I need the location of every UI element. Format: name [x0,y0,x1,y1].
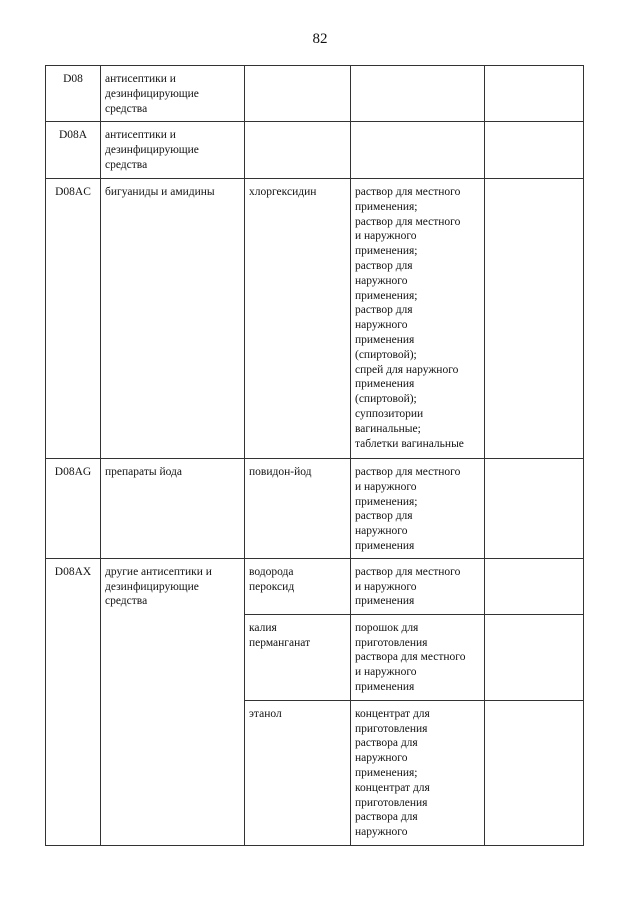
text-line: перманганат [249,636,311,649]
dosage-form-cell [351,66,485,122]
text-line: дезинфицирующие [105,580,199,593]
text-line: суппозитории [355,407,424,420]
atc-code-cell: D08A [46,122,101,179]
medication-table [45,65,584,846]
table-row [46,459,584,559]
dosage-form-cell [351,179,485,459]
text-line: наружного [355,525,408,538]
text-line: вагинальные; [355,422,421,435]
drug-name-cell [245,179,351,459]
atc-code-cell: D08 [46,66,101,122]
text-line: раствор для местного [355,466,461,478]
table-row [46,558,584,614]
text-line: раствора для [355,811,418,824]
text-line: хлоргексидин [249,186,317,198]
table-row [46,122,584,179]
text-line: приготовления [355,796,428,809]
drug-name-cell [245,459,351,559]
text-line: наружного [355,274,408,287]
text-line: применения; [355,245,418,258]
text-line: дезинфицирующие [105,143,199,156]
text-line: порошок для [355,621,419,634]
text-line: приготовления [355,722,428,735]
text-line: концентрат для [355,707,430,720]
text-line: и наружного [355,230,417,243]
empty-cell [485,179,584,459]
text-line: антисептики и [105,73,176,85]
text-line: пероксид [249,580,295,593]
group-name-cell [101,459,245,559]
text-line: раствор для [355,510,413,523]
text-line: и наружного [355,580,417,593]
text-line: антисептики и [105,129,176,141]
text-line: применения; [355,766,418,779]
empty-cell [485,700,584,845]
drug-name-cell [245,66,351,122]
text-line: средства [105,158,148,171]
text-line: бигуаниды и амидины [105,186,215,198]
text-line: этанол [249,707,282,720]
empty-cell [485,459,584,559]
text-line: применения [355,680,415,693]
text-line: наружного [355,319,408,332]
group-name-cell [101,558,245,845]
text-line: раствора для [355,737,418,750]
text-line: препараты йода [105,466,182,478]
text-line: раствор для местного [355,215,461,228]
text-line: другие антисептики и [105,565,212,578]
text-line: применения [355,595,415,608]
text-line: (спиртовой); [355,393,417,406]
atc-code-cell: D08AG [46,459,101,559]
text-line: калия [249,621,277,634]
table-row [46,66,584,122]
text-line: спрей для наружного [355,363,459,376]
text-line: водорода [249,565,294,578]
text-line: применения; [355,200,418,213]
group-name-cell [101,179,245,459]
table-row [46,179,584,459]
text-line: применения; [355,289,418,302]
dosage-form-cell [351,614,485,700]
text-line: концентрат для [355,781,430,794]
dosage-form-cell [351,122,485,179]
empty-cell [485,122,584,179]
drug-name-cell [245,558,351,614]
text-line: применения [355,333,415,346]
text-line: раствор для [355,259,413,272]
text-line: применения [355,539,415,552]
drug-name-cell [245,614,351,700]
text-line: повидон-йод [249,466,312,478]
text-line: раствор для местного [355,186,461,198]
drug-name-cell [245,700,351,845]
page-number: 82 [312,31,328,47]
text-line: и наружного [355,666,417,679]
empty-cell [485,66,584,122]
text-line: приготовления [355,636,428,649]
text-line: раствор для [355,304,413,317]
text-line: и наружного [355,480,417,493]
text-line: раствора для местного [355,651,466,664]
text-line: применения; [355,495,418,508]
text-line: средства [105,102,148,115]
text-line: таблетки вагинальные [355,437,464,450]
text-line: применения [355,378,415,391]
drug-name-cell [245,122,351,179]
text-line: раствор для местного [355,565,461,578]
text-line: наружного [355,826,408,839]
text-line: (спиртовой); [355,348,417,361]
text-line: дезинфицирующие [105,87,199,100]
text-line: наружного [355,752,408,765]
atc-code-cell: D08AC [46,179,101,459]
atc-code-cell: D08AX [46,558,101,845]
empty-cell [485,614,584,700]
text-line: средства [105,595,148,608]
dosage-form-cell [351,700,485,845]
group-name-cell [101,66,245,122]
group-name-cell [101,122,245,179]
dosage-form-cell [351,558,485,614]
empty-cell [485,558,584,614]
dosage-form-cell [351,459,485,559]
